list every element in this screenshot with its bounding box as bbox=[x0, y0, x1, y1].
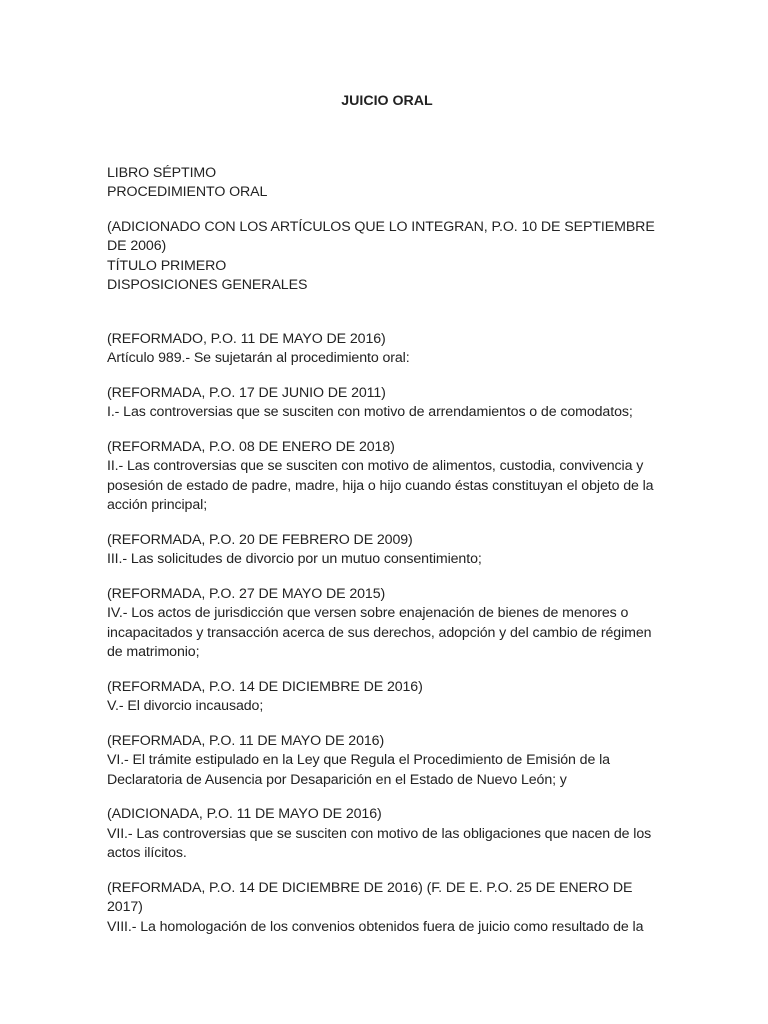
reform-note: (REFORMADA, P.O. 08 DE ENERO DE 2018) bbox=[107, 438, 395, 455]
paragraph-text: II.- Las controversias que se susciten con motivo de alimentos, custodia, convivencia y posesión de estado de padre, madre, hija o hijo cuando éstas constituyan el objeto de la acción principal; bbox=[107, 458, 654, 513]
book-heading bbox=[107, 164, 667, 203]
paragraph-article-989 bbox=[107, 330, 667, 369]
reform-note: (ADICIONADA, P.O. 11 DE MAYO DE 2016) bbox=[107, 806, 382, 822]
paragraph-fraction-iii bbox=[107, 531, 667, 570]
paragraph-text: VII.- Las controversias que se susciten con motivo de las obligaciones que nacen de los actos ilícitos. bbox=[107, 825, 652, 861]
reform-note: (REFORMADA, P.O. 14 DE DICIEMBRE DE 2016) bbox=[107, 678, 423, 695]
title-heading bbox=[107, 218, 667, 296]
paragraph-text: IV.- Los actos de jurisdicción que versen sobre enajenación de bienes de menores o incapacitados y transacción acerca de sus derechos, adopción y del cambio de régimen de matrimonio; bbox=[107, 605, 652, 660]
reform-note: (REFORMADA, P.O. 11 DE MAYO DE 2016) bbox=[107, 732, 385, 749]
reform-note: (REFORMADA, P.O. 17 DE JUNIO DE 2011) bbox=[107, 384, 386, 401]
reform-note: (REFORMADO, P.O. 11 DE MAYO DE 2016) bbox=[107, 330, 386, 347]
paragraph-text: V.- El divorcio incausado; bbox=[107, 698, 264, 714]
book-heading-line: LIBRO SÉPTIMO bbox=[107, 164, 217, 181]
document-body bbox=[107, 92, 667, 952]
document-title: JUICIO ORAL bbox=[341, 93, 433, 109]
title-line: TÍTULO PRIMERO bbox=[107, 257, 227, 274]
reform-note: (REFORMADA, P.O. 14 DE DICIEMBRE DE 2016) (F. DE E. P.O. 25 DE ENERO DE 2017) bbox=[107, 879, 633, 915]
paragraph-fraction-vi bbox=[107, 732, 667, 791]
general-provisions-line: DISPOSICIONES GENERALES bbox=[107, 277, 308, 293]
reform-note: (REFORMADA, P.O. 20 DE FEBRERO DE 2009) bbox=[107, 531, 413, 548]
paragraph-fraction-vii bbox=[107, 805, 667, 864]
book-subheading-line: PROCEDIMIENTO ORAL bbox=[107, 184, 268, 200]
paragraph-fraction-viii bbox=[107, 879, 667, 938]
paragraph-text: VIII.- La homologación de los convenios obtenidos fuera de juicio como resultado de la bbox=[107, 918, 644, 935]
reform-note: (REFORMADA, P.O. 27 DE MAYO DE 2015) bbox=[107, 585, 386, 602]
paragraph-text: VI.- El trámite estipulado en la Ley que Regula el Procedimiento de Emisión de la Declaratoria de Ausencia por Desaparición en el Estado de Nuevo León; y bbox=[107, 752, 610, 788]
paragraph-fraction-iv bbox=[107, 585, 667, 663]
paragraph-text: III.- Las solicitudes de divorcio por un mutuo consentimiento; bbox=[107, 551, 482, 567]
paragraph-text: I.- Las controversias que se susciten con motivo de arrendamientos o de comodatos; bbox=[107, 404, 633, 420]
paragraph-text: Artículo 989.- Se sujetarán al procedimiento oral: bbox=[107, 350, 410, 366]
paragraph-fraction-ii bbox=[107, 438, 667, 516]
paragraph-fraction-v bbox=[107, 678, 667, 717]
paragraph-fraction-i bbox=[107, 384, 667, 423]
addition-note: (ADICIONADO CON LOS ARTÍCULOS QUE LO INTEGRAN, P.O. 10 DE SEPTIEMBRE DE 2006) bbox=[107, 218, 655, 254]
